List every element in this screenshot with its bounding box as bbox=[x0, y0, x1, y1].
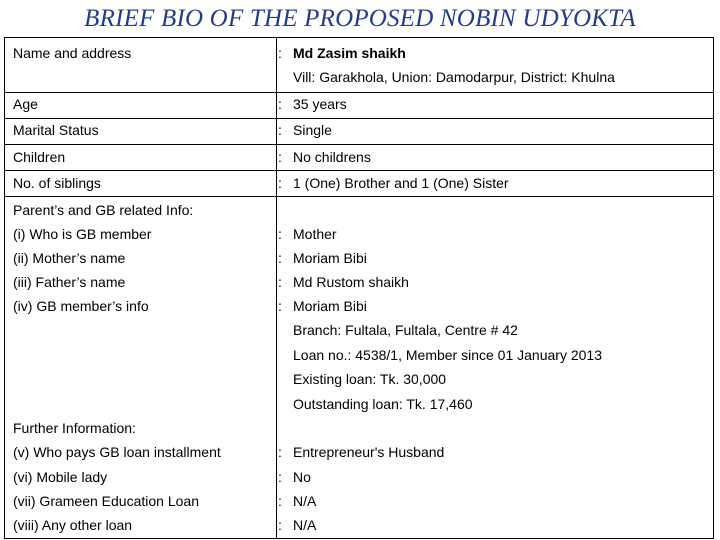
row-divider bbox=[5, 170, 713, 171]
mobile-lady-label: (vi) Mobile lady bbox=[13, 469, 108, 485]
parents-heading: Parent’s and GB related Info: bbox=[13, 202, 194, 218]
colon: : bbox=[278, 298, 282, 314]
other-loan-value: N/A bbox=[293, 517, 317, 533]
name-address-label: Name and address bbox=[13, 45, 132, 61]
children-value: No childrens bbox=[293, 149, 371, 165]
bio-table bbox=[4, 37, 714, 539]
siblings-label: No. of siblings bbox=[13, 175, 101, 191]
applicant-address: Vill: Garakhola, Union: Damodarpur, District: Khulna bbox=[293, 69, 615, 85]
education-loan-value: N/A bbox=[293, 493, 317, 509]
colon: : bbox=[278, 226, 282, 242]
column-divider bbox=[276, 38, 277, 538]
gb-existing-loan: Existing loan: Tk. 30,000 bbox=[293, 371, 447, 387]
colon: : bbox=[278, 469, 282, 485]
mother-name-label: (ii) Mother’s name bbox=[13, 250, 126, 266]
mobile-lady-value: No bbox=[293, 469, 311, 485]
mother-name-value: Moriam Bibi bbox=[293, 250, 367, 266]
loan-payer-value: Entrepreneur's Husband bbox=[293, 444, 445, 460]
colon: : bbox=[278, 122, 282, 138]
colon: : bbox=[278, 493, 282, 509]
colon: : bbox=[278, 444, 282, 460]
further-heading: Further Information: bbox=[13, 420, 136, 436]
gb-info-label: (iv) GB member’s info bbox=[13, 298, 149, 314]
row-divider bbox=[5, 118, 713, 119]
children-label: Children bbox=[13, 149, 66, 165]
loan-payer-label: (v) Who pays GB loan installment bbox=[13, 444, 221, 460]
age-label: Age bbox=[13, 96, 38, 112]
colon: : bbox=[278, 175, 282, 191]
other-loan-label: (viii) Any other loan bbox=[13, 517, 133, 533]
colon: : bbox=[278, 274, 282, 290]
education-loan-label: (vii) Grameen Education Loan bbox=[13, 493, 199, 509]
gb-member-label: (i) Who is GB member bbox=[13, 226, 152, 242]
colon: : bbox=[278, 45, 282, 61]
father-name-value: Md Rustom shaikh bbox=[293, 274, 409, 290]
gb-outstanding-loan: Outstanding loan: Tk. 17,460 bbox=[293, 396, 473, 412]
marital-label: Marital Status bbox=[13, 122, 99, 138]
gb-member-value: Mother bbox=[293, 226, 337, 242]
father-name-label: (iii) Father’s name bbox=[13, 274, 126, 290]
colon: : bbox=[278, 250, 282, 266]
gb-loan-number: Loan no.: 4538/1, Member since 01 January 2013 bbox=[293, 347, 602, 363]
colon: : bbox=[278, 517, 282, 533]
gb-branch: Branch: Fultala, Fultala, Centre # 42 bbox=[293, 322, 518, 338]
row-divider bbox=[5, 196, 713, 197]
colon: : bbox=[278, 96, 282, 112]
row-divider bbox=[5, 92, 713, 93]
applicant-name: Md Zasim shaikh bbox=[293, 45, 406, 61]
gb-info-value: Moriam Bibi bbox=[293, 298, 367, 314]
siblings-value: 1 (One) Brother and 1 (One) Sister bbox=[293, 175, 509, 191]
colon: : bbox=[278, 149, 282, 165]
row-divider bbox=[5, 144, 713, 145]
page-title: BRIEF BIO OF THE PROPOSED NOBIN UDYOKTA bbox=[84, 5, 636, 32]
age-value: 35 years bbox=[293, 96, 347, 112]
marital-value: Single bbox=[293, 122, 332, 138]
